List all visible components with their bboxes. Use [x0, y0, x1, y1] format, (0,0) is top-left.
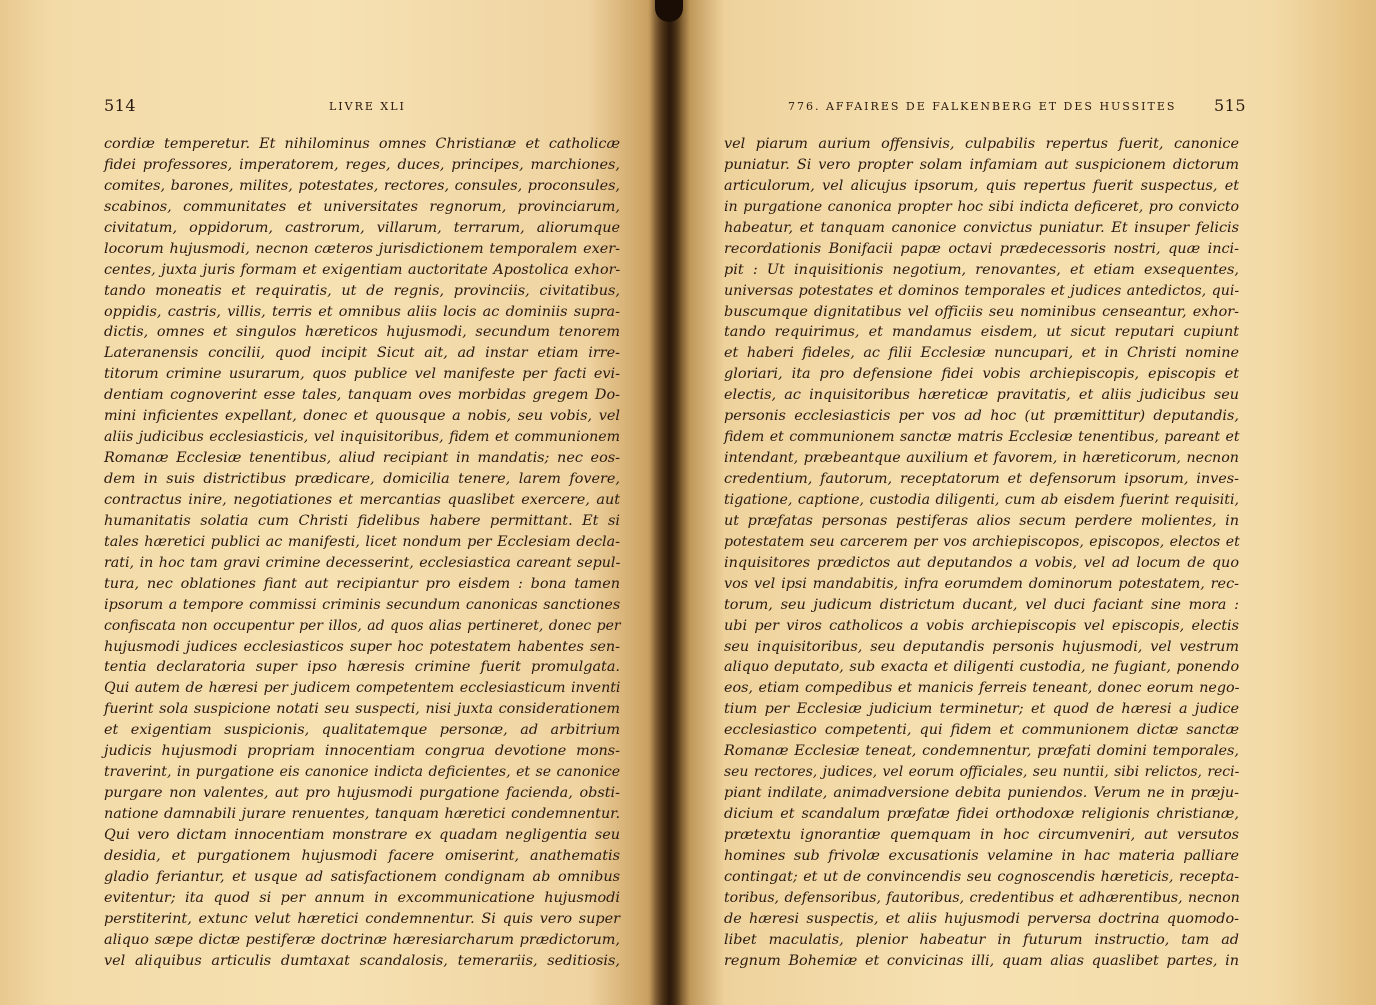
- right-page-body: [724, 134, 1239, 972]
- text-line: tales hæretici publici ac manifesti, licet nondum per Ecclesiam decla-: [104, 533, 620, 550]
- text-line: mini inficientes expellant, donec et quousque a nobis, seu vobis, vel: [104, 408, 620, 425]
- text-line: seu inquisitoribus, seu deputandis personis hujusmodi, vel vestrum: [724, 638, 1239, 655]
- text-line: tando requirimus, et mandamus eisdem, ut sicut reputari cupiunt: [724, 324, 1239, 341]
- text-line: prætextu ignorantiæ quemquam in hoc circumveniri, aut versutos: [724, 826, 1239, 843]
- text-line: dentiam cognoverint esse tales, tanquam oves morbidas gregem Do-: [104, 387, 620, 404]
- left-page: [0, 0, 668, 1005]
- text-line: aliquo sæpe dictæ pestiferæ doctrinæ hæresiarcharum prædictorum,: [104, 931, 620, 948]
- text-line: oppidis, castris, villis, terris et omnibus aliis locis ac dominiis supra-: [104, 303, 620, 320]
- text-line: dicium et scandalum præfatæ fidei orthodoxæ religionis christianæ,: [724, 806, 1239, 822]
- text-line: Qui autem de hæresi per judicem competentem ecclesiasticum inventi: [104, 680, 621, 697]
- text-line: tando moneatis et requiratis, ut de regnis, provinciis, civitatibus,: [104, 282, 620, 299]
- text-line: tura, nec oblationes fiant aut recipiantur pro eisdem : bona tamen: [104, 575, 620, 592]
- text-line: vel piarum aurium offensivis, culpabilis repertus fuerit, canonice: [724, 136, 1239, 152]
- text-line: de hæresi suspectis, et aliis hujusmodi perversa doctrina quomodo-: [724, 910, 1239, 927]
- text-line: cordiæ temperetur. Et nihilominus omnes Christianæ et catholicæ: [104, 136, 620, 152]
- text-line: hujusmodi judices ecclesiasticos super hoc potestatem habentes sen-: [104, 638, 620, 655]
- text-line: confiscata non occupentur per illos, ad quos alias pertineret, donec per: [104, 617, 621, 634]
- text-line: ecclesiastico competenti, qui fidem et communionem dictæ sanctæ: [724, 722, 1239, 739]
- running-head-left: LIVRE XLI: [329, 100, 406, 113]
- text-line: articulorum, vel alicujus ipsorum, quis repertus fuerit suspectus, et: [724, 177, 1239, 194]
- text-line: piant indilate, animadversione debita puniendos. Verum ne in præju-: [724, 785, 1239, 802]
- text-line: inquisitores prædictos aut deputandos a vobis, vel ad locum de quo: [724, 554, 1239, 571]
- text-line: contingat; et ut de convincendis seu cognoscendis hæreticis, recepta-: [724, 868, 1240, 885]
- text-line: credentium, fautorum, receptatorum et defensorum ipsorum, inves-: [724, 471, 1239, 487]
- text-line: traverint, in purgatione eis canonice indicta deficientes, et se canonice: [104, 764, 621, 781]
- text-line: vos vel ipsi mandabitis, infra eorumdem dominorum potestatem, rec-: [724, 575, 1239, 592]
- right-page: [668, 0, 1376, 1005]
- text-line: buscumque dignitatibus vel officiis seu nominibus censeantur, exhor-: [724, 303, 1239, 320]
- text-line: toribus, defensoribus, fautoribus, credentibus et adhærentibus, necnon: [724, 889, 1240, 906]
- text-line: locorum hujusmodi, necnon cæteros jurisdictionem temporalem exer-: [104, 240, 620, 257]
- text-line: Qui vero dictam innocentiam monstrare ex quadam negligentia seu: [104, 826, 620, 843]
- text-line: universas potestates et dominos temporales et judices antedictos, qui-: [724, 282, 1240, 299]
- text-line: Romanæ Ecclesiæ teneat, condemnentur, præfati domini temporales,: [724, 743, 1239, 760]
- book-gutter: [650, 0, 690, 1005]
- text-line: electis, ac inquisitoribus hæreticæ pravitatis, et aliis judicibus seu: [724, 387, 1239, 404]
- page-number-right: 515: [1214, 96, 1247, 115]
- text-line: purgare non valentes, aut pro hujusmodi purgatione facienda, obsti-: [104, 785, 620, 802]
- text-line: dem in suis districtibus prædicare, domicilia tenere, larem fovere,: [104, 471, 620, 487]
- text-line: torum, seu judicum districtum ducant, vel duci faciant sine mora :: [724, 596, 1239, 613]
- text-line: seu rectores, judices, vel eorum officiales, seu nuntii, sibi relictos, reci-: [724, 764, 1240, 781]
- text-line: scabinos, communitates et universitates regnorum, provinciarum,: [104, 198, 620, 215]
- text-line: gladio feriantur, et usque ad satisfactionem condignam ab omnibus: [104, 868, 620, 885]
- text-line: eos, etiam compedibus et manicis ferreis teneant, donec eorum nego-: [724, 680, 1240, 697]
- text-line: libet maculatis, plenior habeatur in futurum instructio, tam ad: [724, 931, 1239, 948]
- text-line: fidei professores, imperatorem, reges, duces, principes, marchiones,: [104, 156, 620, 173]
- text-line: contractus inire, negotiationes et mercantias quaslibet exercere, aut: [104, 491, 620, 508]
- text-line: homines sub frivolæ excusationis velamine in hac materia palliare: [724, 847, 1239, 864]
- text-line: et exigentiam suspicionis, qualitatemque personæ, ad arbitrium: [104, 722, 620, 739]
- text-line: habeatur, et tanquam canonice convictus puniatur. Et insuper felicis: [724, 219, 1239, 236]
- text-line: aliis judicibus ecclesiasticis, vel inquisitoribus, fidem et communionem: [104, 429, 620, 446]
- text-line: pit : Ut inquisitionis negotium, renovantes, et etiam exsequentes,: [724, 261, 1239, 278]
- text-line: centes, juxta juris formam et exigentiam auctoritate Apostolica exhor-: [104, 261, 621, 278]
- text-line: ipsorum a tempore commissi criminis secundum canonicas sanctiones: [104, 596, 621, 613]
- text-line: humanitatis solatia cum Christi fidelibus habere permittant. Et si: [104, 512, 620, 529]
- text-line: regnum Bohemiæ et convicinas illi, quam alias quaslibet partes, in: [724, 952, 1239, 969]
- text-line: rati, in hoc tam gravi crimine decesserint, ecclesiastica careant sepul-: [104, 554, 621, 571]
- text-line: recordationis Bonifacii papæ octavi prædecessoris nostri, quæ inci-: [724, 240, 1239, 257]
- text-line: comites, barones, milites, potestates, rectores, consules, proconsules,: [104, 177, 620, 194]
- text-line: intendant, præbeantque auxilium et favorem, in hæreticorum, necnon: [724, 450, 1239, 467]
- text-line: Romanæ Ecclesiæ tenentibus, aliud recipiant in mandatis; nec eos-: [104, 450, 620, 467]
- text-line: gloriari, ita pro defensione fidei vobis archiepiscopis, episcopis et: [724, 366, 1239, 383]
- left-page-body: [104, 134, 620, 972]
- text-line: perstiterint, extunc velut hæretici condemnentur. Si quis vero super: [104, 910, 620, 927]
- text-line: civitatum, oppidorum, castrorum, villarum, terrarum, aliorumque: [104, 219, 620, 236]
- text-line: natione damnabili jurare renuentes, tanquam hæretici condemnentur.: [104, 806, 620, 822]
- text-line: fidem et communionem sanctæ matris Ecclesiæ tenentibus, pareant et: [724, 429, 1240, 446]
- text-line: desidia, et purgationem hujusmodi facere omiserint, anathematis: [104, 847, 620, 864]
- text-line: personis ecclesiasticis per vos ad hoc (ut præmittitur) deputandis,: [724, 408, 1239, 425]
- text-line: dictis, omnes et singulos hæreticos hujusmodi, secundum tenorem: [104, 324, 620, 341]
- running-head-right: 776. AFFAIRES DE FALKENBERG ET DES HUSSITES: [788, 100, 1177, 113]
- text-line: evitentur; ita quod si per annum in excommunicatione hujusmodi: [104, 889, 620, 906]
- text-line: potestatem seu carcerem per vos archiepiscopos, episcopos, electos et: [724, 533, 1240, 550]
- text-line: tigatione, captione, custodia diligenti, cum ab eisdem fuerint requisiti,: [724, 491, 1239, 508]
- page-number-left: 514: [104, 96, 137, 115]
- text-line: aliquo deputato, sub exacta et diligenti custodia, ne fugiant, ponendo: [724, 659, 1240, 676]
- text-line: tium per Ecclesiæ judicium terminetur; et quod de hæresi a judice: [724, 701, 1239, 718]
- text-line: tentia declaratoria super ipso hæresis crimine fuerit promulgata.: [104, 659, 620, 676]
- text-line: in purgatione canonica propter hoc sibi indicta deficeret, pro convicto: [724, 198, 1240, 215]
- text-line: vel aliquibus articulis dumtaxat scandalosis, temerariis, seditiosis,: [104, 952, 620, 969]
- text-line: et haberi fideles, ac filii Ecclesiæ nuncupari, et in Christi nomine: [724, 345, 1239, 362]
- text-line: ubi per viros catholicos a vobis archiepiscopis vel episcopis, electis: [724, 617, 1239, 634]
- text-line: titorum crimine usurarum, quos publice vel manifeste per facti evi-: [104, 366, 620, 383]
- text-line: ut præfatas personas pestiferas alios secum perdere molientes, in: [724, 512, 1239, 529]
- text-line: fuerint sola suspicione notati seu suspecti, nisi juxta considerationem: [104, 701, 620, 718]
- text-line: judicis hujusmodi propriam innocentiam congrua devotione mons-: [104, 743, 620, 760]
- text-line: puniatur. Si vero propter solam infamiam aut suspicionem dictorum: [724, 156, 1239, 173]
- text-line: Lateranensis concilii, quod incipit Sicut ait, ad instar etiam irre-: [104, 345, 620, 362]
